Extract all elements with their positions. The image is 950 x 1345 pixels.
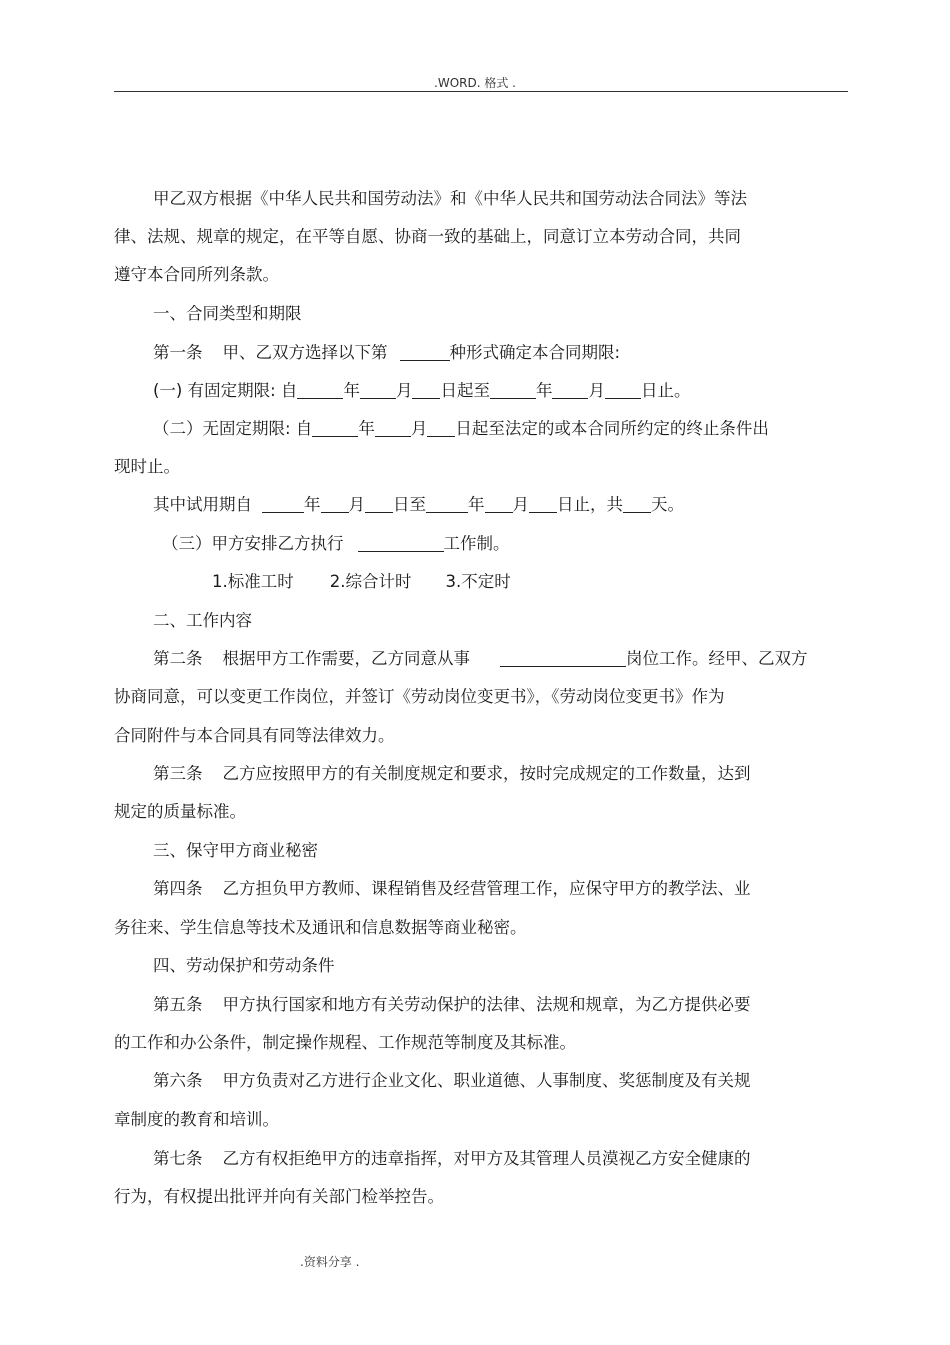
section-heading-4: 四、劳动保护和劳动条件 [153, 956, 335, 975]
blank-field [412, 381, 440, 399]
article-label: 第三条 [153, 764, 203, 783]
blank-field [426, 495, 468, 513]
article-label: 第七条 [153, 1149, 203, 1168]
article-text: 甲方执行国家和地方有关劳动保护的法律、法规和规章，为乙方提供必要 [222, 995, 751, 1014]
blank-field [312, 419, 358, 437]
unit-month: 月 [512, 495, 529, 514]
fixed-term-line [153, 380, 690, 402]
unit-month: 月 [395, 381, 413, 400]
article-2-line-2: 协商同意，可以变更工作岗位，并签订《劳动岗位变更书》，《劳动岗位变更书》作为 [114, 687, 725, 706]
article-label: 第一条 [153, 343, 203, 362]
blank-field [358, 534, 444, 552]
preamble-line-2: 律、法规、规章的规定，在平等自愿、协商一致的基础上，同意订立本劳动合同，共同 [114, 227, 741, 246]
preamble-line-1: 甲乙双方根据《中华人民共和国劳动法》和《中华人民共和国劳动法合同法》等法 [153, 189, 747, 208]
open-term-line [153, 418, 769, 440]
article-3 [153, 763, 751, 785]
work-hours-options [212, 571, 511, 593]
blank-field [297, 381, 343, 399]
open-term-label: （二）无固定期限: 自 [153, 419, 313, 438]
unit-year: 年 [343, 381, 360, 400]
work-hours-text: 工作制。 [443, 534, 510, 553]
unit-year: 年 [358, 419, 375, 438]
article-text: 乙方应按照甲方的有关制度规定和要求，按时完成规定的工作数量，达到 [222, 764, 751, 783]
blank-field [400, 343, 450, 361]
article-6-line-2: 章制度的教育和培训。 [114, 1110, 279, 1129]
blank-field [375, 419, 411, 437]
article-2-line-3: 合同附件与本合同具有同等法律效力。 [114, 726, 395, 745]
article-text: 根据甲方工作需要，乙方同意从事 [222, 649, 470, 668]
preamble-line-3: 遵守本合同所列条款。 [114, 265, 279, 284]
article-6 [153, 1070, 751, 1092]
unit-month: 月 [348, 495, 365, 514]
unit-year: 年 [304, 495, 321, 514]
article-text: 甲方负责对乙方进行企业文化、职业道德、人事制度、奖惩制度及有关规 [222, 1071, 751, 1090]
article-4 [153, 878, 751, 900]
trial-period-line [153, 494, 684, 516]
blank-field [529, 495, 557, 513]
article-5 [153, 994, 751, 1016]
unit-day: 日至 [393, 495, 426, 514]
article-7 [153, 1148, 751, 1170]
article-label: 第五条 [153, 995, 203, 1014]
blank-field [623, 495, 651, 513]
option-standard: 1.标准工时 [212, 572, 294, 591]
unit-month: 月 [410, 419, 428, 438]
unit-day: 日止。 [640, 381, 691, 400]
article-text: 乙方有权拒绝甲方的违章指挥，对甲方及其管理人员漠视乙方安全健康的 [222, 1149, 751, 1168]
open-term-cont: 现时止。 [114, 457, 180, 476]
article-text: 乙方担负甲方教师、课程销售及经营管理工作，应保守甲方的教学法、业 [222, 879, 751, 898]
blank-field [485, 495, 513, 513]
blank-field [552, 381, 588, 399]
section-heading-3: 三、保守甲方商业秘密 [153, 841, 318, 860]
blank-field [605, 381, 641, 399]
option-flexible: 3.不定时 [445, 572, 511, 591]
trial-label: 其中试用期自 [153, 495, 252, 514]
article-1 [153, 342, 620, 364]
unit-year: 年 [468, 495, 485, 514]
article-text: 种形式确定本合同期限: [449, 343, 621, 362]
work-hours-label: （三）甲方安排乙方执行 [162, 534, 344, 553]
article-label: 第二条 [153, 649, 203, 668]
article-5-line-2: 的工作和办公条件，制定操作规程、工作规范等制度及其标准。 [114, 1033, 576, 1052]
blank-field [500, 649, 626, 667]
blank-field [321, 495, 349, 513]
open-term-text: 日起至法定的或本合同所约定的终止条件出 [455, 419, 769, 438]
fixed-term-label: (一) 有固定期限: 自 [153, 381, 298, 400]
header-rule [114, 91, 848, 92]
blank-field [490, 381, 536, 399]
blank-field [360, 381, 396, 399]
article-label: 第六条 [153, 1071, 203, 1090]
blank-field [427, 419, 455, 437]
article-7-line-2: 行为，有权提出批评并向有关部门检举控告。 [114, 1187, 444, 1206]
work-hours-line [162, 533, 510, 555]
article-text: 甲、乙双方选择以下第 [222, 343, 388, 362]
blank-field [262, 495, 304, 513]
page-footer: .资料分享 . [300, 1255, 360, 1269]
section-heading-1: 一、合同类型和期限 [153, 304, 302, 323]
days-unit: 天。 [651, 495, 684, 514]
unit-day: 日起至 [440, 381, 490, 400]
article-text: 岗位工作。经甲、乙双方 [626, 649, 808, 668]
section-heading-2: 二、工作内容 [153, 611, 252, 630]
article-4-line-2: 务往来、学生信息等技术及通讯和信息数据等商业秘密。 [114, 918, 527, 937]
unit-month: 月 [588, 381, 605, 400]
blank-field [365, 495, 393, 513]
article-3-line-2: 规定的质量标准。 [114, 802, 246, 821]
option-comprehensive: 2.综合计时 [329, 572, 412, 591]
unit-year: 年 [535, 381, 553, 400]
unit-day: 日止，共 [557, 495, 623, 514]
article-label: 第四条 [153, 879, 203, 898]
page-header: .WORD. 格式 . [434, 76, 516, 90]
article-2 [153, 648, 808, 670]
